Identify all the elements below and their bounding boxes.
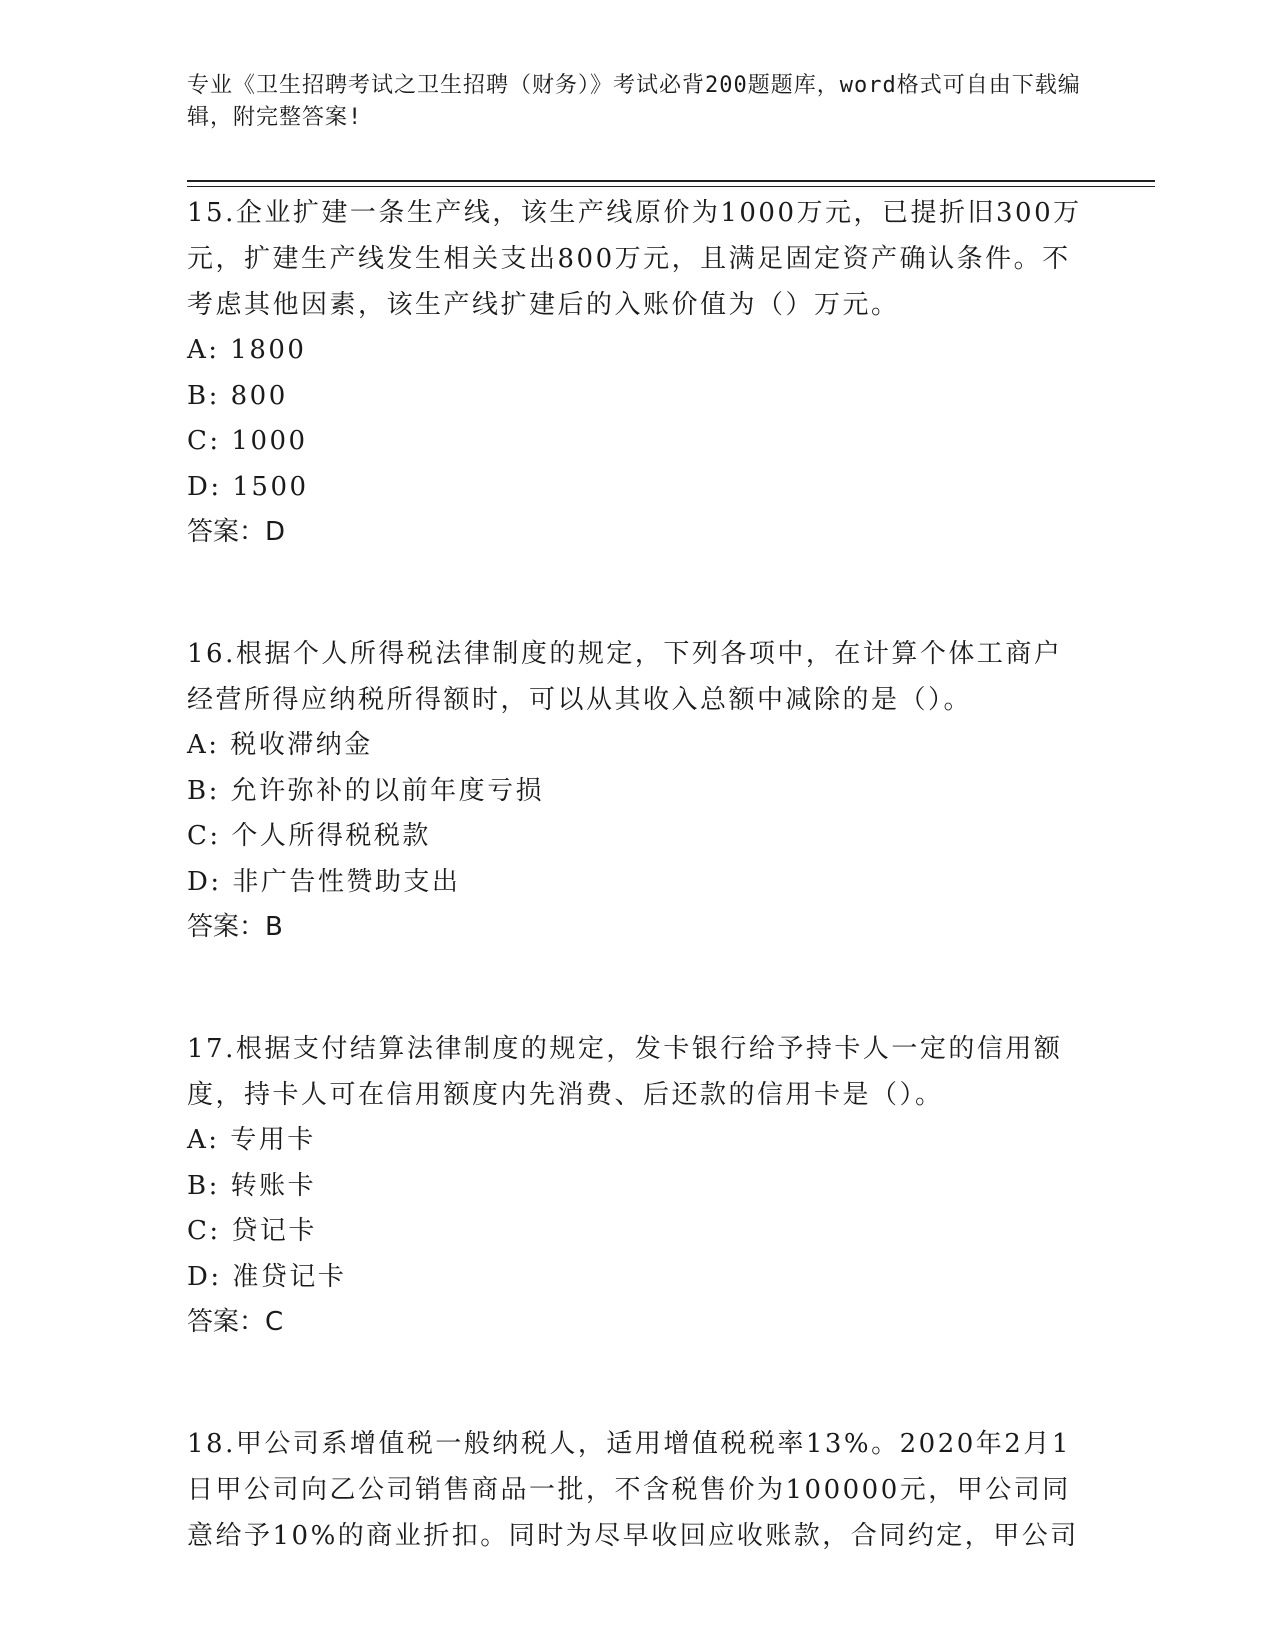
option-b: B: 转账卡 <box>187 1170 317 1201</box>
question-15 <box>187 190 1087 555</box>
question-text: 18.甲公司系增值税一般纳税人，适用增值税税率13%。2020年2月1日甲公司向乙公司销售商品一批，不含税售价为100000元，甲公司同意给予10%的商业折扣。同时为尽早收回应收账款，合同约定，甲公司 <box>187 1429 1079 1551</box>
option-d: D: 准贷记卡 <box>187 1261 347 1292</box>
option-c: C: 贷记卡 <box>187 1216 317 1246</box>
document-header: 专业《卫生招聘考试之卫生招聘（财务）》考试必背200题题库，word格式可自由下载编辑，附完整答案! <box>187 73 1081 130</box>
option-d: D: 1500 <box>187 471 309 502</box>
option-c: C: 个人所得税税款 <box>187 821 431 851</box>
option-a: A: 专用卡 <box>187 1125 316 1155</box>
option-b: B: 800 <box>187 380 288 411</box>
question-18 <box>187 1421 1087 1559</box>
option-a: A: 1800 <box>187 335 307 365</box>
question-text: 16.根据个人所得税法律制度的规定，下列各项中，在计算个体工商户经营所得应纳税所得额时，可以从其收入总额中减除的是（）。 <box>187 639 1063 715</box>
question-list <box>187 190 1087 1559</box>
option-a: A: 税收滞纳金 <box>187 730 373 760</box>
option-b: B: 允许弥补的以前年度亏损 <box>187 775 545 806</box>
question-text: 15.企业扩建一条生产线，该生产线原价为1000万元，已提折旧300万元，扩建生产线发生相关支出800万元，且满足固定资产确认条件。不考虑其他因素，该生产线扩建后的入账价值为（）万元。 <box>187 198 1082 320</box>
header-rule-thick <box>187 180 1155 182</box>
option-d: D: 非广告性赞助支出 <box>187 866 461 897</box>
option-c: C: 1000 <box>187 426 308 456</box>
answer-label: 答案：D <box>187 517 286 547</box>
header-rule-thin <box>187 186 1155 187</box>
question-16 <box>187 631 1087 950</box>
answer-label: 答案：B <box>187 912 283 942</box>
question-17 <box>187 1026 1087 1345</box>
question-text: 17.根据支付结算法律制度的规定，发卡银行给予持卡人一定的信用额度，持卡人可在信用额度内先消费、后还款的信用卡是（）。 <box>187 1034 1063 1110</box>
answer-label: 答案：C <box>187 1307 284 1337</box>
